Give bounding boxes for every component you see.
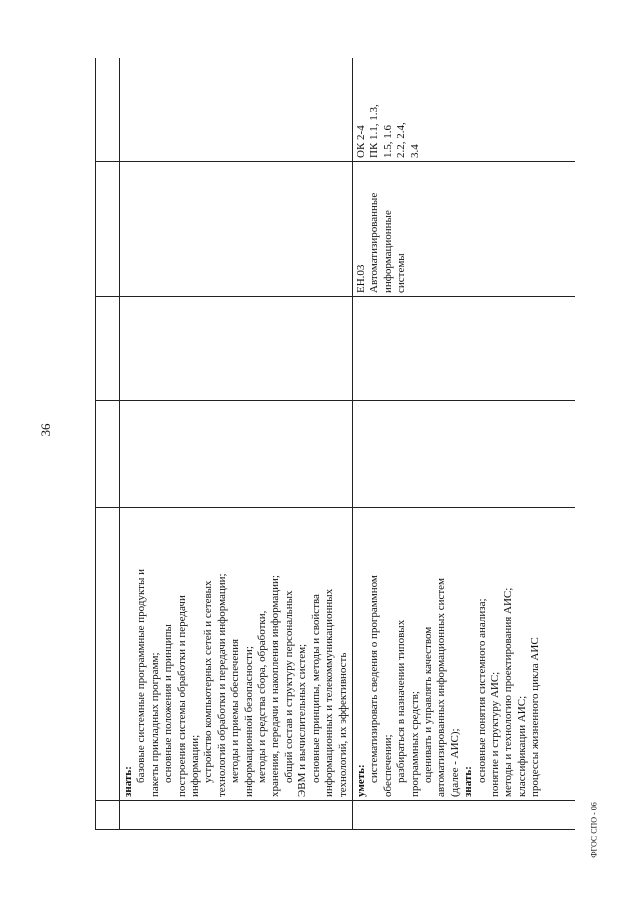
text-line: программных средств;	[408, 691, 421, 797]
text-line: процессы жизненного цикла АИС	[529, 637, 542, 797]
text-line: устройство компьютерных сетей и сетевых	[202, 580, 215, 783]
competency-line: 1.5, 1.6	[381, 125, 394, 158]
table-cell	[96, 58, 120, 162]
footer-note: ФГОС СПО - 06	[589, 802, 599, 858]
umet-heading: уметь:	[354, 764, 367, 797]
znat-heading: знать:	[122, 766, 134, 797]
competency-line: 2.2, 2.4,	[395, 122, 408, 158]
page-number: 36	[38, 423, 53, 437]
text-line: ЭВМ и вычислительных систем;	[296, 643, 309, 797]
text-line: понятие и структуру АИС;	[488, 671, 501, 797]
table-cell	[120, 58, 353, 162]
text-line: методы и технологию проектирования АИС;	[502, 587, 515, 797]
table-cell	[120, 297, 353, 401]
text-line: классификации АИС;	[515, 695, 528, 797]
znat-heading-2: знать:	[462, 766, 475, 797]
table-cell	[352, 297, 575, 401]
text-line: информационных и телекоммуникационных	[323, 588, 336, 797]
discipline-code: ЕН.03	[354, 264, 367, 293]
competency-line: ОК 2-4	[354, 125, 367, 158]
competency-line: 3.4	[408, 144, 421, 158]
competencies-cell	[352, 58, 575, 162]
text-line: технологий, их эффективность	[336, 652, 349, 797]
text-line: основные положения и принципы	[162, 624, 175, 783]
text-line: (далее - АИС);	[448, 728, 461, 797]
text-line: основные понятия системного анализа;	[475, 598, 488, 783]
table-row-continued	[120, 58, 353, 830]
skills-lines	[368, 511, 462, 797]
text-line: автоматизированных информационных систем	[435, 577, 448, 797]
discipline-line: Автоматизированные	[368, 192, 381, 293]
competencies	[355, 61, 422, 158]
table-cell	[352, 401, 575, 508]
table-row-top	[96, 58, 120, 830]
table-cell	[96, 801, 120, 830]
text-line: построения системы обработки и передачи	[175, 595, 188, 797]
skills-knowledge-cell	[352, 508, 575, 801]
knowledge-lines-2	[476, 511, 543, 797]
text-line: основные принципы, методы и свойства	[309, 594, 322, 783]
text-line: систематизировать сведения о программном	[368, 575, 381, 783]
curriculum-table-rotated	[95, 58, 575, 830]
table-cell	[120, 401, 353, 508]
knowledge-cell	[120, 508, 353, 801]
text-line: методы и приемы обеспечения	[229, 638, 242, 783]
curriculum-table	[95, 58, 575, 830]
discipline-cell	[352, 162, 575, 297]
table-row-en03	[352, 58, 575, 830]
text-line: хранения, передачи и накопления информации;	[269, 575, 282, 797]
table-cell	[120, 162, 353, 297]
table-cell	[96, 297, 120, 401]
text-line: пакеты прикладных программ;	[148, 652, 161, 797]
table-cell	[96, 401, 120, 508]
text-line: методы и средства сбора, обработки,	[256, 610, 269, 783]
text-line: технологий обработки и передачи информации;	[215, 573, 228, 797]
text-line: обеспечении;	[381, 734, 394, 797]
text-line: базовые системные программные продукты и	[135, 568, 148, 783]
discipline-line: информационные	[381, 210, 394, 293]
table-cell	[352, 801, 575, 830]
curriculum-table-wrapper	[95, 58, 575, 830]
text-line: общий состав и структуру персональных	[282, 590, 295, 783]
competency-line: ПК 1.1, 1.3,	[368, 104, 381, 158]
table-cell	[120, 801, 353, 830]
text-line: информационной безопасности;	[242, 646, 255, 797]
text-line: разбираться в назначении типовых	[395, 619, 408, 783]
table-cell	[96, 508, 120, 801]
text-line: информации;	[189, 734, 202, 797]
discipline-name	[368, 165, 408, 293]
discipline-line: системы	[395, 253, 408, 293]
text-line: оценивать и управлять качеством	[421, 626, 434, 783]
table-cell	[96, 162, 120, 297]
knowledge-lines	[135, 511, 350, 797]
